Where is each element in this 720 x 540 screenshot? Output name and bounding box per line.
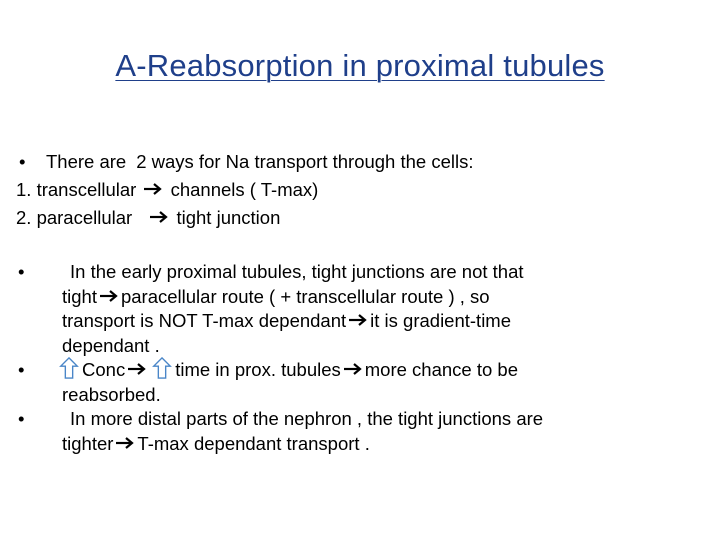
up-arrow-icon (59, 357, 79, 379)
text-line (62, 432, 706, 457)
up-arrow-icon (152, 357, 172, 379)
list-item-prefix: 1. transcellular (16, 179, 137, 200)
list-item-suffix: tight junction (176, 207, 281, 228)
text: tight (62, 285, 97, 307)
text: time in prox. tubules (175, 359, 341, 380)
text: Conc (82, 359, 126, 380)
list-item-prefix: 2. paracellular (16, 207, 133, 228)
text-line (62, 309, 706, 334)
bullet-point-distal-parts (16, 407, 706, 456)
slide-title (0, 48, 720, 84)
text: In more distal parts of the nephron , the tight junctions are (70, 408, 544, 429)
text: dependant . (62, 334, 160, 356)
intro-lead: There are (46, 151, 127, 172)
bullet: • (19, 151, 26, 172)
text-line (70, 260, 706, 285)
right-arrow-icon (143, 182, 163, 196)
bullet-point-early-tubules (16, 260, 706, 358)
intro-block (16, 148, 706, 232)
right-arrow-icon (99, 289, 119, 303)
bullet: • (18, 261, 25, 282)
bullet-point-conc-time (16, 358, 706, 407)
right-arrow-icon (343, 362, 363, 376)
text: paracellular route ( + transcellular route ) , so (120, 285, 490, 307)
right-arrow-icon (348, 313, 368, 327)
intro-line (16, 148, 706, 176)
slide-title-text: A-Reabsorption in proximal tubules (115, 48, 605, 83)
list-item-paracellular (16, 204, 706, 232)
right-arrow-icon (115, 436, 135, 450)
bullet: • (18, 359, 25, 380)
text-line (62, 285, 706, 310)
text-line (56, 358, 706, 383)
right-arrow-icon (127, 362, 147, 376)
intro-rest: 2 ways for Na transport through the cells: (136, 151, 474, 172)
text: it is gradient-time (370, 310, 512, 331)
list-item-suffix: channels ( T-max) (170, 179, 319, 200)
list-item-transcellular (16, 176, 706, 204)
text-line (70, 407, 706, 432)
text-line (62, 383, 706, 408)
text: T-max dependant transport . (137, 432, 370, 454)
bullet: • (18, 408, 25, 429)
text: reabsorbed. (62, 383, 161, 405)
text: tighter (62, 432, 114, 454)
right-arrow-icon (149, 210, 169, 224)
points-block (16, 260, 706, 456)
text: transport is NOT T-max dependant (62, 310, 347, 331)
text: more chance to be (364, 359, 518, 380)
text: In the early proximal tubules, tight junctions are not that (70, 261, 524, 282)
text-line (62, 334, 706, 359)
